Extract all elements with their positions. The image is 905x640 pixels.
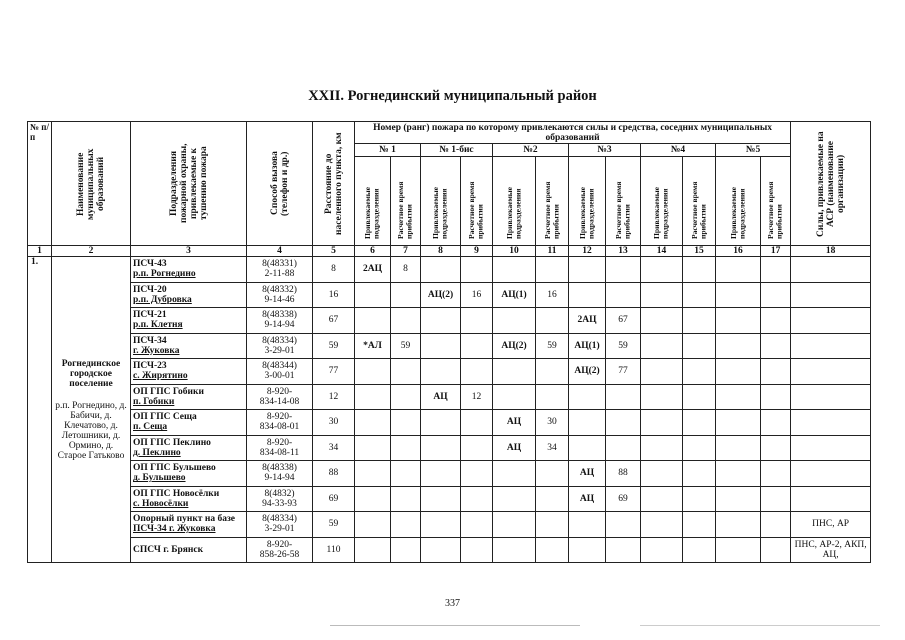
unit-location: с. Новосёлки xyxy=(133,498,189,509)
unit-type-cell: АЦ(2) xyxy=(421,282,461,308)
unit-type-cell xyxy=(569,282,606,308)
arrival-time-cell xyxy=(761,384,791,410)
header-group: Номер (ранг) пожара по которому привлекаются силы и средства, соседних муниципальных образований xyxy=(355,122,791,144)
distance-cell: 8 xyxy=(313,257,355,283)
arrival-time-cell xyxy=(391,282,421,308)
arrival-time-cell xyxy=(683,435,716,461)
sub-units-4: Привлекаемые подразделения xyxy=(641,157,683,246)
unit-cell xyxy=(131,537,247,563)
arrival-time-cell: 16 xyxy=(461,282,493,308)
phone-number: 834-08-01 xyxy=(259,422,300,433)
unit-cell xyxy=(131,308,247,334)
phone-number: 2-11-88 xyxy=(264,269,295,280)
arrival-time-cell xyxy=(761,257,791,283)
table-row xyxy=(28,282,871,308)
arrival-time-cell xyxy=(761,333,791,359)
rank-5: №5 xyxy=(716,144,791,157)
distance-cell: 12 xyxy=(313,384,355,410)
unit-type-cell xyxy=(355,512,391,538)
unit-type-cell xyxy=(716,486,761,512)
phone-code: 8(48344) xyxy=(262,361,297,372)
forces-table xyxy=(27,121,871,563)
arrival-time-cell xyxy=(683,537,716,563)
sub-units-1: Привлекаемые подразделения xyxy=(355,157,391,246)
arrival-time-cell: 88 xyxy=(606,461,641,487)
unit-type-cell xyxy=(569,410,606,436)
unit-type-cell xyxy=(355,410,391,436)
table-row xyxy=(28,435,871,461)
asr-cell xyxy=(791,384,871,410)
scan-artifact-line xyxy=(640,625,880,626)
unit-type-cell: АЦ xyxy=(569,486,606,512)
sub-units-3: Привлекаемые подразделения xyxy=(569,157,606,246)
header-num: № п/п xyxy=(28,122,52,246)
arrival-time-cell: 34 xyxy=(536,435,569,461)
unit-type-cell: АЦ(2) xyxy=(493,333,536,359)
arrival-time-cell xyxy=(761,486,791,512)
phone-code: 8-920- xyxy=(266,539,293,550)
phone-cell xyxy=(247,537,313,563)
rank-1-bis: № 1-бис xyxy=(421,144,493,157)
arrival-time-cell xyxy=(536,512,569,538)
arrival-time-cell xyxy=(461,435,493,461)
phone-number: 3-29-01 xyxy=(264,524,295,535)
arrival-time-cell xyxy=(461,333,493,359)
page-title: XXII. Рогнединский муниципальный район xyxy=(308,88,597,104)
page-number: 337 xyxy=(445,598,460,609)
arrival-time-cell xyxy=(683,308,716,334)
phone-number: 858-26-58 xyxy=(259,549,300,560)
arrival-time-cell xyxy=(761,537,791,563)
unit-location: п. Сеща xyxy=(133,422,168,433)
header-units: Подразделения пожарной охраны, привлекаемые к тушению пожара xyxy=(131,122,247,246)
phone-cell xyxy=(247,282,313,308)
distance-cell: 110 xyxy=(313,537,355,563)
arrival-time-cell xyxy=(683,359,716,385)
asr-cell xyxy=(791,308,871,334)
arrival-time-cell xyxy=(391,537,421,563)
arrival-time-cell xyxy=(761,282,791,308)
unit-name: ОП ГПС Сеща xyxy=(133,412,197,423)
arrival-time-cell xyxy=(761,435,791,461)
distance-cell: 34 xyxy=(313,435,355,461)
arrival-time-cell xyxy=(536,359,569,385)
unit-type-cell xyxy=(716,512,761,538)
arrival-time-cell xyxy=(391,308,421,334)
arrival-time-cell xyxy=(391,359,421,385)
phone-number: 3-00-01 xyxy=(264,371,295,382)
unit-type-cell xyxy=(355,282,391,308)
arrival-time-cell: 77 xyxy=(606,359,641,385)
phone-code: 8(48338) xyxy=(262,463,297,474)
arrival-time-cell xyxy=(461,486,493,512)
distance-cell: 16 xyxy=(313,282,355,308)
unit-type-cell xyxy=(641,486,683,512)
asr-cell xyxy=(791,410,871,436)
header-call: Способ вызова (телефон и др.) xyxy=(247,122,313,246)
unit-type-cell: АЦ(2) xyxy=(569,359,606,385)
unit-cell xyxy=(131,257,247,283)
sub-units-5: Привлекаемые подразделения xyxy=(716,157,761,246)
distance-cell: 67 xyxy=(313,308,355,334)
arrival-time-cell xyxy=(391,486,421,512)
unit-location: ПСЧ-34 г. Жуковка xyxy=(133,524,216,535)
unit-type-cell xyxy=(421,486,461,512)
arrival-time-cell xyxy=(683,282,716,308)
unit-type-cell xyxy=(716,257,761,283)
arrival-time-cell xyxy=(461,359,493,385)
unit-name: ПСЧ-34 xyxy=(133,335,167,346)
sub-time-4: Расчетное время прибытия xyxy=(683,157,716,246)
arrival-time-cell xyxy=(606,537,641,563)
phone-number: 3-29-01 xyxy=(264,345,295,356)
unit-type-cell xyxy=(421,512,461,538)
arrival-time-cell: 59 xyxy=(606,333,641,359)
unit-type-cell: АЦ xyxy=(493,435,536,461)
arrival-time-cell xyxy=(391,461,421,487)
unit-type-cell xyxy=(421,461,461,487)
unit-name: ОП ГПС Новосёлки xyxy=(133,488,220,499)
arrival-time-cell xyxy=(761,461,791,487)
rank-1: № 1 xyxy=(355,144,421,157)
unit-type-cell xyxy=(421,537,461,563)
phone-code: 8(48332) xyxy=(262,284,297,295)
arrival-time-cell xyxy=(391,410,421,436)
unit-type-cell xyxy=(421,333,461,359)
arrival-time-cell xyxy=(606,384,641,410)
unit-type-cell xyxy=(421,308,461,334)
phone-code: 8-920- xyxy=(266,412,293,423)
arrival-time-cell xyxy=(683,461,716,487)
asr-cell xyxy=(791,435,871,461)
sub-time-1: Расчетное время прибытия xyxy=(391,157,421,246)
phone-cell xyxy=(247,512,313,538)
phone-number: 834-08-11 xyxy=(259,447,300,458)
distance-cell: 59 xyxy=(313,512,355,538)
header-asr: Силы, привлекаемые на АСР (наименование организации) xyxy=(791,122,871,246)
unit-type-cell: 2АЦ xyxy=(569,308,606,334)
arrival-time-cell xyxy=(683,410,716,436)
distance-cell: 69 xyxy=(313,486,355,512)
unit-type-cell xyxy=(716,308,761,334)
unit-type-cell xyxy=(355,359,391,385)
arrival-time-cell xyxy=(606,435,641,461)
arrival-time-cell xyxy=(606,410,641,436)
unit-name: ПСЧ-23 xyxy=(133,361,167,372)
phone-number: 94-33-93 xyxy=(262,498,297,509)
arrival-time-cell xyxy=(683,486,716,512)
asr-cell xyxy=(791,461,871,487)
column-numbers-row: 1 2 3 4 5 6 7 8 9 10 11 12 13 14 15 16 17 18 xyxy=(28,246,871,257)
arrival-time-cell xyxy=(606,282,641,308)
municipality-cell xyxy=(52,257,131,563)
arrival-time-cell xyxy=(683,512,716,538)
unit-name: ПСЧ-43 xyxy=(133,259,167,270)
phone-code: 8-920- xyxy=(266,386,293,397)
unit-location: р.п. Рогнедино xyxy=(133,269,196,280)
unit-type-cell xyxy=(641,308,683,334)
arrival-time-cell xyxy=(606,257,641,283)
unit-cell xyxy=(131,282,247,308)
arrival-time-cell xyxy=(391,384,421,410)
arrival-time-cell xyxy=(761,359,791,385)
unit-type-cell xyxy=(716,461,761,487)
unit-type-cell xyxy=(716,384,761,410)
phone-cell xyxy=(247,435,313,461)
unit-type-cell xyxy=(641,384,683,410)
unit-type-cell xyxy=(493,537,536,563)
asr-cell xyxy=(791,282,871,308)
unit-type-cell xyxy=(569,384,606,410)
arrival-time-cell: 59 xyxy=(536,333,569,359)
unit-type-cell xyxy=(569,537,606,563)
unit-type-cell xyxy=(716,537,761,563)
unit-name: СПСЧ г. Брянск xyxy=(133,544,204,555)
unit-type-cell: *АЛ xyxy=(355,333,391,359)
table-row xyxy=(28,308,871,334)
unit-type-cell xyxy=(421,410,461,436)
unit-location: г. Жуковка xyxy=(133,345,180,356)
unit-type-cell xyxy=(716,410,761,436)
phone-cell xyxy=(247,333,313,359)
unit-cell xyxy=(131,384,247,410)
arrival-time-cell: 12 xyxy=(461,384,493,410)
unit-type-cell xyxy=(641,282,683,308)
arrival-time-cell xyxy=(461,512,493,538)
arrival-time-cell xyxy=(683,333,716,359)
unit-type-cell xyxy=(641,359,683,385)
phone-cell xyxy=(247,257,313,283)
arrival-time-cell: 67 xyxy=(606,308,641,334)
unit-type-cell: 2АЦ xyxy=(355,257,391,283)
phone-code: 8(4832) xyxy=(264,488,295,499)
unit-type-cell xyxy=(641,461,683,487)
unit-type-cell xyxy=(493,486,536,512)
arrival-time-cell xyxy=(536,257,569,283)
arrival-time-cell xyxy=(391,435,421,461)
unit-type-cell xyxy=(569,435,606,461)
distance-cell: 30 xyxy=(313,410,355,436)
table-row xyxy=(28,257,871,283)
unit-type-cell xyxy=(493,461,536,487)
table-row xyxy=(28,333,871,359)
table-row xyxy=(28,537,871,563)
asr-cell xyxy=(791,359,871,385)
phone-number: 9-14-94 xyxy=(264,320,295,331)
arrival-time-cell xyxy=(761,410,791,436)
unit-type-cell xyxy=(641,257,683,283)
scan-artifact-line xyxy=(330,625,580,626)
phone-cell xyxy=(247,308,313,334)
phone-code: 8-920- xyxy=(266,437,293,448)
arrival-time-cell xyxy=(536,384,569,410)
unit-cell xyxy=(131,486,247,512)
unit-type-cell xyxy=(716,282,761,308)
phone-cell xyxy=(247,486,313,512)
sub-time-5: Расчетное время прибытия xyxy=(761,157,791,246)
phone-code: 8(48334) xyxy=(262,335,297,346)
unit-location: д. Бульшево xyxy=(133,473,186,484)
unit-type-cell xyxy=(493,384,536,410)
sub-time-2: Расчетное время прибытия xyxy=(536,157,569,246)
phone-number: 9-14-46 xyxy=(264,294,295,305)
sub-units-2: Привлекаемые подразделения xyxy=(493,157,536,246)
unit-cell xyxy=(131,461,247,487)
table-row xyxy=(28,512,871,538)
unit-cell xyxy=(131,359,247,385)
unit-location: р.п. Клетня xyxy=(133,320,183,331)
sub-time-1bis: Расчетное время прибытия xyxy=(461,157,493,246)
unit-type-cell xyxy=(493,359,536,385)
asr-cell xyxy=(791,333,871,359)
unit-name: ПСЧ-20 xyxy=(133,284,167,295)
phone-cell xyxy=(247,359,313,385)
unit-type-cell: АЦ(1) xyxy=(493,282,536,308)
unit-type-cell xyxy=(355,461,391,487)
arrival-time-cell xyxy=(606,512,641,538)
unit-type-cell xyxy=(493,512,536,538)
phone-cell xyxy=(247,384,313,410)
arrival-time-cell xyxy=(461,257,493,283)
phone-number: 834-14-08 xyxy=(259,396,300,407)
unit-type-cell: АЦ(1) xyxy=(569,333,606,359)
phone-cell xyxy=(247,461,313,487)
arrival-time-cell xyxy=(761,512,791,538)
rank-4: №4 xyxy=(641,144,716,157)
asr-cell: ПНС, АР-2, АКП, АЦ, xyxy=(791,537,871,563)
sub-time-3: Расчетное время прибытия xyxy=(606,157,641,246)
arrival-time-cell: 8 xyxy=(391,257,421,283)
unit-type-cell xyxy=(716,435,761,461)
table-row xyxy=(28,384,871,410)
section-number: 1. xyxy=(28,257,52,563)
unit-type-cell xyxy=(421,257,461,283)
unit-name: ОП ГПС Пеклино xyxy=(133,437,211,448)
table-row xyxy=(28,486,871,512)
unit-location: р.п. Дубровка xyxy=(133,294,192,305)
unit-type-cell xyxy=(641,435,683,461)
arrival-time-cell xyxy=(461,308,493,334)
unit-type-cell xyxy=(355,486,391,512)
arrival-time-cell xyxy=(536,308,569,334)
unit-name: ПСЧ-21 xyxy=(133,310,167,321)
unit-name: ОП ГПС Гобики xyxy=(133,386,204,397)
arrival-time-cell xyxy=(761,308,791,334)
unit-type-cell xyxy=(716,359,761,385)
unit-cell xyxy=(131,333,247,359)
asr-cell xyxy=(791,257,871,283)
unit-type-cell xyxy=(716,333,761,359)
unit-type-cell xyxy=(641,512,683,538)
arrival-time-cell: 16 xyxy=(536,282,569,308)
phone-number: 9-14-94 xyxy=(264,473,295,484)
unit-location: д. Пеклино xyxy=(133,447,181,458)
arrival-time-cell: 30 xyxy=(536,410,569,436)
unit-type-cell xyxy=(569,512,606,538)
unit-type-cell xyxy=(355,384,391,410)
unit-type-cell: АЦ xyxy=(421,384,461,410)
arrival-time-cell xyxy=(683,257,716,283)
unit-location: п. Гобики xyxy=(133,396,175,407)
unit-type-cell xyxy=(355,308,391,334)
arrival-time-cell xyxy=(536,461,569,487)
unit-type-cell xyxy=(641,333,683,359)
sub-units-1bis: Привлекаемые подразделения xyxy=(421,157,461,246)
unit-cell xyxy=(131,435,247,461)
unit-type-cell xyxy=(421,359,461,385)
unit-type-cell xyxy=(355,537,391,563)
unit-type-cell xyxy=(569,257,606,283)
header-distance: Расстояние до населенного пункта, км xyxy=(313,122,355,246)
arrival-time-cell xyxy=(391,512,421,538)
distance-cell: 77 xyxy=(313,359,355,385)
unit-name: Опорный пункт на базе xyxy=(133,514,235,525)
table-row xyxy=(28,461,871,487)
asr-cell xyxy=(791,486,871,512)
settlements-list: р.п. Рогнедино, д. Бабичи, д. Клечатово, д. Летошники, д. Ормино, д. Старое Гатьково xyxy=(55,400,127,461)
unit-type-cell xyxy=(493,308,536,334)
arrival-time-cell xyxy=(683,384,716,410)
unit-type-cell xyxy=(421,435,461,461)
distance-cell: 88 xyxy=(313,461,355,487)
arrival-time-cell xyxy=(536,537,569,563)
unit-type-cell: АЦ xyxy=(569,461,606,487)
unit-cell xyxy=(131,512,247,538)
arrival-time-cell: 59 xyxy=(391,333,421,359)
phone-cell xyxy=(247,410,313,436)
header-municipality: Наименование муниципальных образований xyxy=(52,122,131,246)
phone-code: 8(48331) xyxy=(262,259,297,270)
municipality-name: Рогнединское городское поселение xyxy=(61,358,121,389)
unit-type-cell xyxy=(493,257,536,283)
rank-2: №2 xyxy=(493,144,569,157)
rank-3: №3 xyxy=(569,144,641,157)
table-row xyxy=(28,410,871,436)
unit-type-cell xyxy=(641,537,683,563)
table-row xyxy=(28,359,871,385)
arrival-time-cell xyxy=(461,461,493,487)
arrival-time-cell: 69 xyxy=(606,486,641,512)
distance-cell: 59 xyxy=(313,333,355,359)
phone-code: 8(48338) xyxy=(262,310,297,321)
unit-type-cell xyxy=(641,410,683,436)
arrival-time-cell xyxy=(536,486,569,512)
unit-cell xyxy=(131,410,247,436)
arrival-time-cell xyxy=(461,410,493,436)
arrival-time-cell xyxy=(461,537,493,563)
asr-cell: ПНС, АР xyxy=(791,512,871,538)
unit-location: с. Жирятино xyxy=(133,371,188,382)
unit-type-cell: АЦ xyxy=(493,410,536,436)
phone-code: 8(48334) xyxy=(262,514,297,525)
unit-type-cell xyxy=(355,435,391,461)
unit-name: ОП ГПС Бульшево xyxy=(133,463,216,474)
